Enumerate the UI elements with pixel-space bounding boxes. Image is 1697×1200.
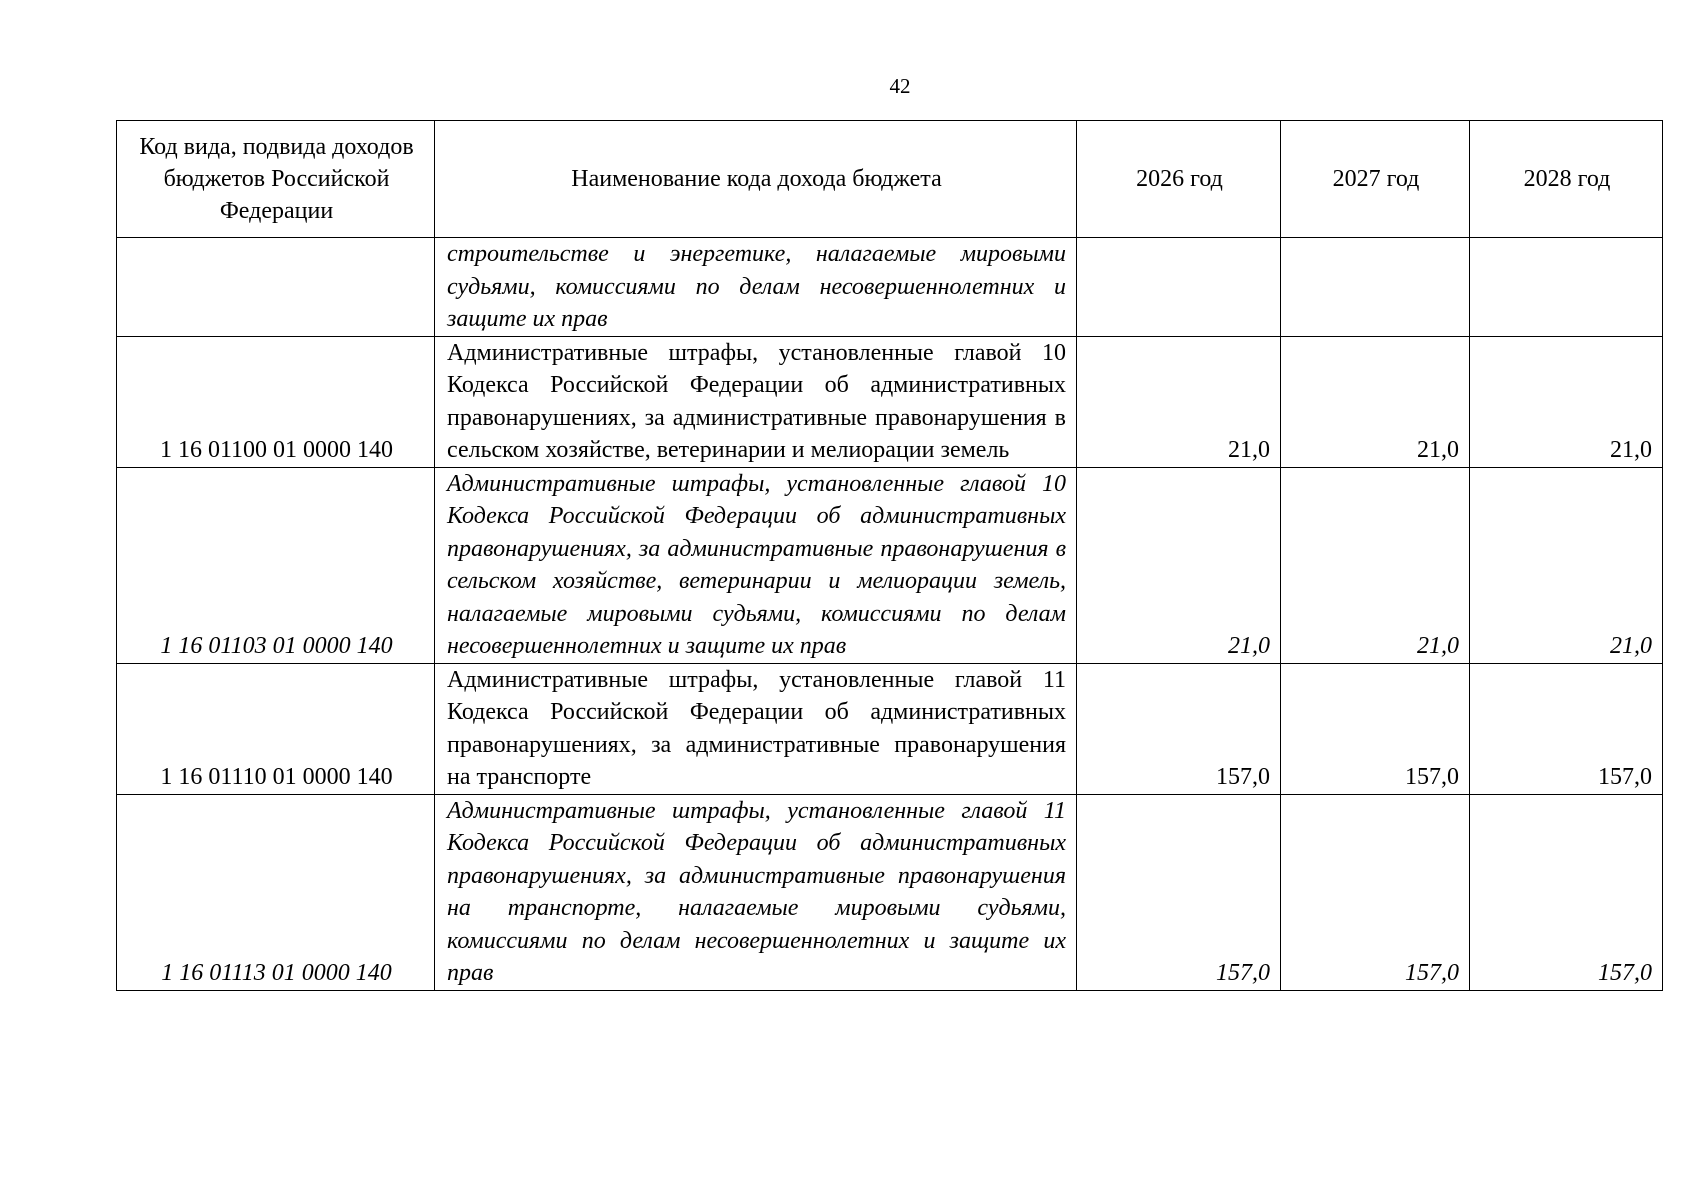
page-number: 42: [889, 74, 911, 98]
table-row: [117, 794, 1663, 990]
table-row: [117, 467, 1663, 663]
row-code: [117, 238, 435, 337]
row-code: 1 16 01110 01 0000 140: [117, 663, 435, 794]
header-year-2028: 2028 год: [1470, 121, 1663, 238]
row-code: 1 16 01100 01 0000 140: [117, 336, 435, 467]
row-value-2027: [1281, 238, 1470, 337]
row-value-2028: [1470, 238, 1663, 337]
row-code: 1 16 01113 01 0000 140: [117, 794, 435, 990]
row-value-2026: [1077, 238, 1281, 337]
table-row: [117, 336, 1663, 467]
row-value-2027: 157,0: [1281, 663, 1470, 794]
row-name: Административные штрафы, установленные главой 10 Кодекса Российской Федерации об административных правонарушениях, за административные правонарушения в сельском хозяйстве, ветеринарии и мелиорации земель: [435, 336, 1077, 467]
table-row: [117, 238, 1663, 337]
header-name: Наименование кода дохода бюджета: [435, 121, 1077, 238]
row-value-2027: 21,0: [1281, 336, 1470, 467]
row-name: Административные штрафы, установленные главой 11 Кодекса Российской Федерации об административных правонарушениях, за административные правонарушения на транспорте: [435, 663, 1077, 794]
row-name: Административные штрафы, установленные главой 10 Кодекса Российской Федерации об административных правонарушениях, за административные правонарушения в сельском хозяйстве, ветеринарии и мелиорации земель, налагаемые мировыми судьями, комиссиями по делам несовершеннолетних и защите их прав: [435, 467, 1077, 663]
header-year-2026: 2026 год: [1077, 121, 1281, 238]
table-header-row: [117, 121, 1663, 238]
row-name: строительстве и энергетике, налагаемые мировыми судьями, комиссиями по делам несовершеннолетних и защите их прав: [435, 238, 1077, 337]
row-code: 1 16 01103 01 0000 140: [117, 467, 435, 663]
header-year-2027: 2027 год: [1281, 121, 1470, 238]
row-value-2028: 21,0: [1470, 336, 1663, 467]
row-value-2027: 157,0: [1281, 794, 1470, 990]
row-value-2027: 21,0: [1281, 467, 1470, 663]
row-value-2026: 21,0: [1077, 336, 1281, 467]
row-value-2026: 157,0: [1077, 794, 1281, 990]
table-row: [117, 663, 1663, 794]
row-value-2028: 21,0: [1470, 467, 1663, 663]
row-value-2028: 157,0: [1470, 794, 1663, 990]
row-value-2026: 157,0: [1077, 663, 1281, 794]
row-name: Административные штрафы, установленные главой 11 Кодекса Российской Федерации об административных правонарушениях, за административные правонарушения на транспорте, налагаемые мировыми судьями, комиссиями по делам несовершеннолетних и защите их прав: [435, 794, 1077, 990]
budget-revenue-table: [116, 120, 1663, 991]
row-value-2028: 157,0: [1470, 663, 1663, 794]
header-code: Код вида, подвида доходов бюджетов Российской Федерации: [117, 121, 435, 238]
row-value-2026: 21,0: [1077, 467, 1281, 663]
